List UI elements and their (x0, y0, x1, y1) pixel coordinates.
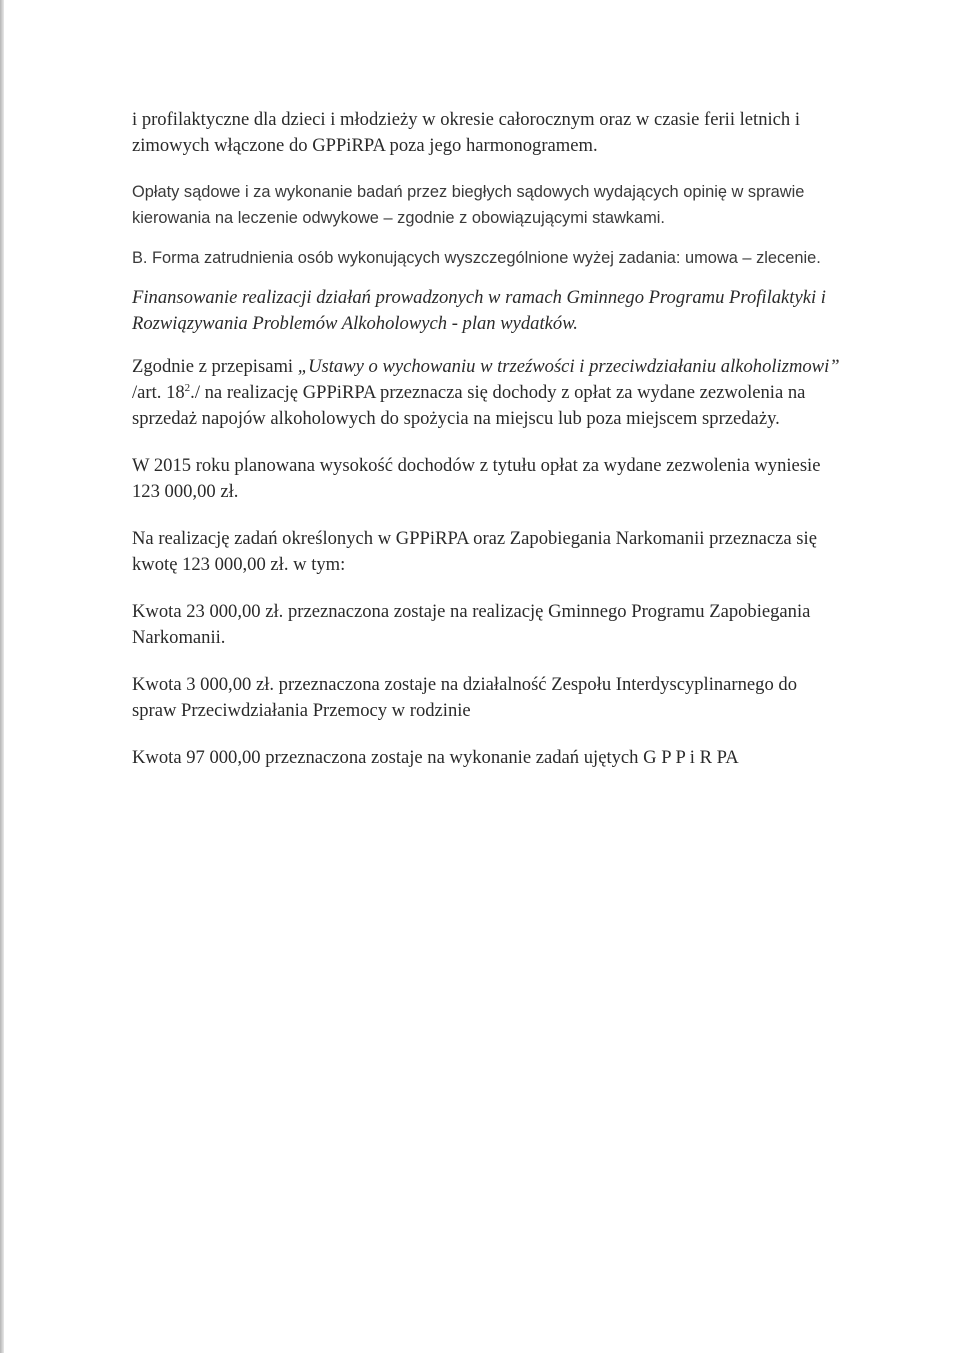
law-act-title: „Ustawy o wychowaniu w trzeźwości i przeciwdziałaniu alkoholizmowi” (297, 356, 840, 377)
law-lead: Zgodnie z przepisami (132, 356, 298, 377)
paragraph-employment-form: B. Forma zatrudnienia osób wykonujących wyszczególnione wyżej zadania: umowa – zlecenie. (132, 249, 821, 267)
paragraph-total-amount: Na realizację zadań określonych w GPPiRPA oraz Zapobiegania Narkomanii przeznacza się kwotę 123 000,00 zł. w tym: (132, 528, 817, 575)
document-page (132, 107, 844, 792)
paragraph-court-fees: Opłaty sądowe i za wykonanie badań przez biegłych sądowych wydających opinię w sprawie kierowania na leczenie odwykowe – zgodnie z obowiązującymi stawkami. (132, 183, 805, 227)
paragraph-amount-team: Kwota 3 000,00 zł. przeznaczona zostaje na działalność Zespołu Interdyscyplinarnego do spraw Przeciwdziałania Przemocy w rodzinie (132, 674, 797, 721)
paragraph-law-basis (132, 354, 844, 432)
paragraph-intro: i profilaktyczne dla dzieci i młodzieży w okresie całorocznym oraz w czasie ferii letnich i zimowych włączone do GPPiRPA poza jego harmonogramem. (132, 109, 801, 156)
paragraph-amount-narcotics: Kwota 23 000,00 zł. przeznaczona zostaje na realizację Gminnego Programu Zapobiegania Narkomanii. (132, 601, 811, 648)
paragraph-2015-income: W 2015 roku planowana wysokość dochodów z tytułu opłat za wydane zezwolenia wyniesie 123 000,00 zł. (132, 455, 821, 502)
law-rest: ./ na realizację GPPiRPA przeznacza się dochody z opłat za wydane zezwolenia na sprzedaż napojów alkoholowych do spożycia na miejscu lub poza miejscem sprzedaży. (132, 382, 806, 429)
law-article-sup: 2 (184, 381, 191, 394)
paragraph-financing-heading: Finansowanie realizacji działań prowadzonych w ramach Gminnego Programu Profilaktyki i Rozwiązywania Problemów Alkoholowych - plan wydatków. (132, 287, 826, 334)
paragraph-amount-gppirpa: Kwota 97 000,00 przeznaczona zostaje na wykonanie zadań ujętych G P P i R PA (132, 747, 739, 768)
scan-edge (0, 0, 4, 1353)
law-article: /art. 18 (132, 382, 185, 403)
